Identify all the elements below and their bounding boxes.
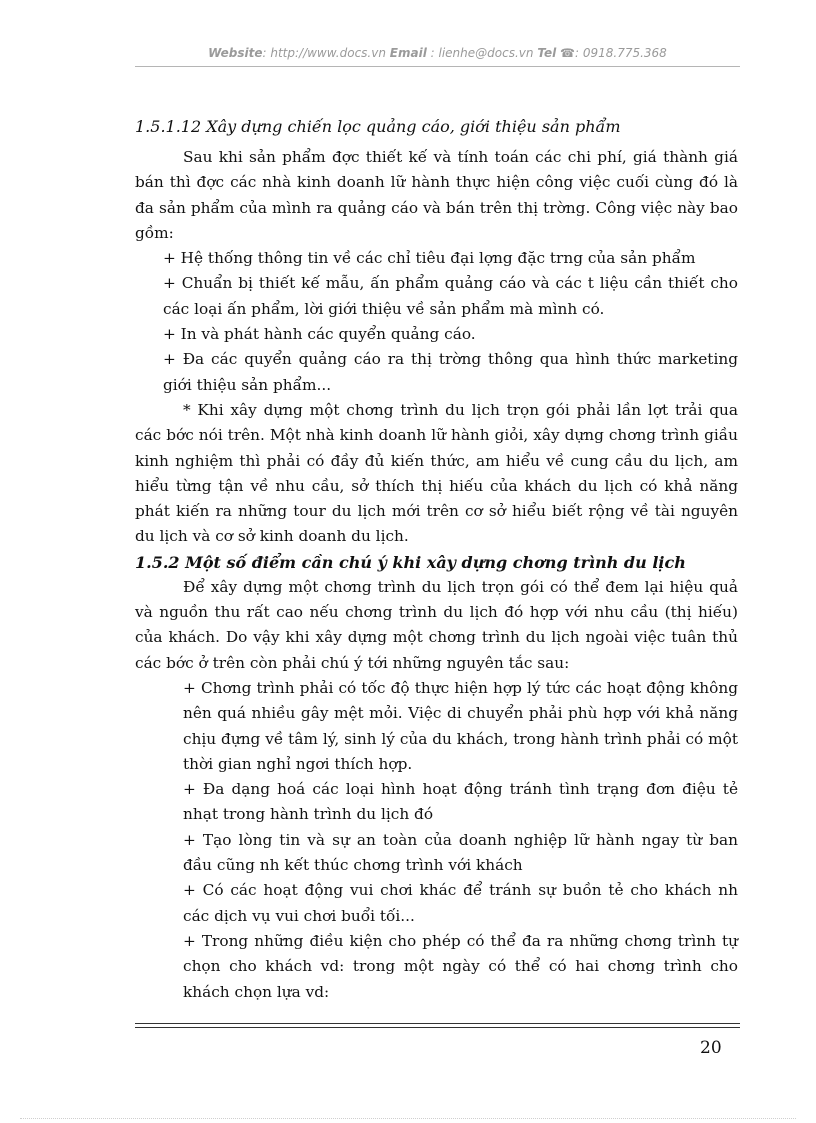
list-item: + Trong những điều kiện cho phép có thể đa ra những chơng trình tự chọn cho khách vd: trong một ngày có thể có hai chơng trình cho khách chọn lựa vd: <box>183 931 738 1001</box>
document-body <box>135 115 738 1005</box>
list-item: + Đa dạng hoá các loại hình hoạt động tránh tình trạng đơn điệu tẻ nhạt trong hành trình du lịch đó <box>183 780 738 824</box>
list-item: + In và phát hành các quyển quảng cáo. <box>163 325 476 344</box>
section-heading-1-5-2: 1.5.2 Một số điểm cần chú ý khi xây dựng chơng trình du lịch <box>135 552 686 572</box>
section-heading-1-5-1-12: 1.5.1.12 Xây dựng chiến lọc quảng cáo, giới thiệu sản phẩm <box>135 117 621 136</box>
email-value: : lienhe@docs.vn <box>430 46 534 60</box>
note-paragraph: * Khi xây dựng một chơng trình du lịch trọn gói phải lần lợt trải qua các bớc nói trên. Một nhà kinh doanh lữ hành giỏi, xây dựng chơng trình giầu kinh nghiệm thì phải có đầy đủ kiến thức, am hiểu về cung cầu du lịch, am hiểu từng tận về nhu cầu, sở thích thị hiếu của khách du lịch có khả năng phát kiến ra những tour du lịch mới trên cơ sở hiểu biết rộng về tài nguyên du lịch và cơ sở kinh doanh du lịch. <box>135 400 738 546</box>
list-item: + Chuẩn bị thiết kế mẫu, ấn phẩm quảng cáo và các t liệu cần thiết cho các loại ấn phẩm, lời giới thiệu về sản phẩm mà mình có. <box>163 274 738 318</box>
list-item: + Có các hoạt động vui chơi khác để tránh sự buồn tẻ cho khách nh các dịch vụ vui chơi buổi tối... <box>183 881 738 925</box>
website-value: : http://www.docs.vn <box>262 46 386 60</box>
list-item: + Đa các quyển quảng cáo ra thị trờng thông qua hình thức marketing giới thiệu sản phẩm... <box>163 350 738 394</box>
paragraph: Sau khi sản phẩm đợc thiết kế và tính toán các chi phí, giá thành giá bán thì đợc các nhà kinh doanh lữ hành thực hiện công việc cuối cùng đó là đa sản phẩm của mình ra quảng cáo và bán trên thị trờng. Công việc này bao gồm: <box>135 148 738 242</box>
email-label: Email <box>389 46 427 60</box>
footer-double-divider <box>135 1023 740 1028</box>
list-item: + Chơng trình phải có tốc độ thực hiện hợp lý tức các hoạt động không nên quá nhiều gây mệt mỏi. Việc di chuyển phải phù hợp với khả năng chịu đựng về tâm lý, sinh lý của du khách, trong hành trình phải có một thời gian nghỉ ngơi thích hợp. <box>183 678 738 773</box>
tel-label: Tel <box>537 46 557 60</box>
page-number: 20 <box>700 1038 722 1058</box>
header-divider <box>135 66 740 67</box>
list-item: + Tạo lòng tin và sự an toàn của doanh nghiệp lữ hành ngay từ ban đầu cũng nh kết thúc chơng trình với khách <box>183 830 738 875</box>
website-label: Website <box>208 46 263 60</box>
page-bottom-dotted-line <box>20 1118 796 1119</box>
list-item: + Hệ thống thông tin về các chỉ tiêu đại lợng đặc trng của sản phẩm <box>163 249 696 268</box>
paragraph: Để xây dựng một chơng trình du lịch trọn gói có thể đem lại hiệu quả và nguồn thu rất cao nếu chơng trình du lịch đó hợp với nhu cầu (thị hiếu) của khách. Do vậy khi xây dựng một chơng trình du lịch ngoài việc tuân thủ các bớc ở trên còn phải chú ý tới những nguyên tắc sau: <box>135 577 738 672</box>
tel-value: : 0918.775.368 <box>574 46 667 60</box>
phone-icon: ☎ <box>560 46 575 60</box>
page-header <box>135 46 740 60</box>
